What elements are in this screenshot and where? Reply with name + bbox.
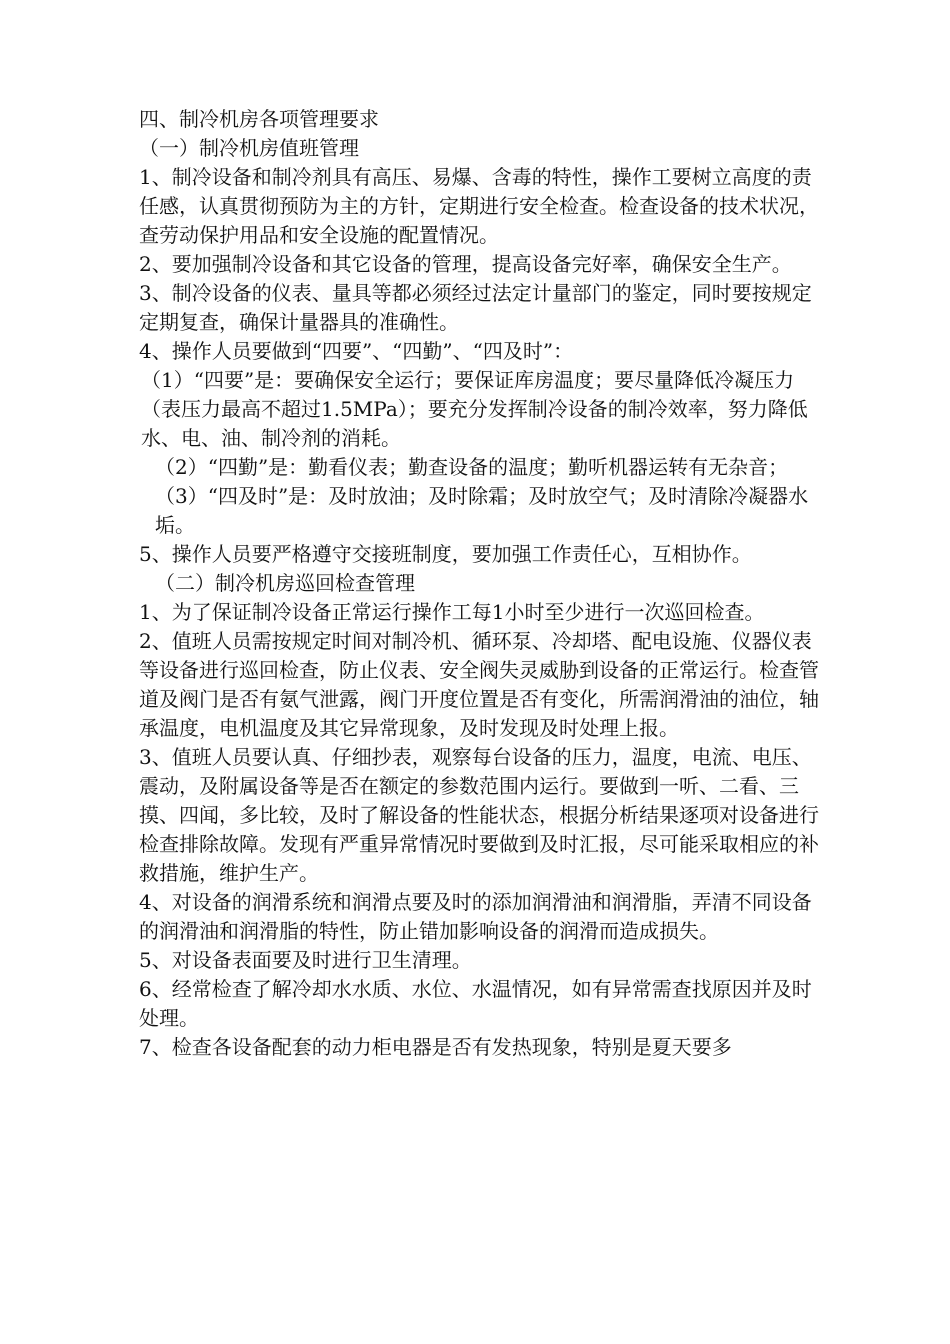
paragraph-inspection-1: 1、为了保证制冷设备正常运行操作工每1小时至少进行一次巡回检查。 xyxy=(139,600,765,624)
paragraph-duty-5: 5、操作人员要严格遵守交接班制度，要加强工作责任心，互相协作。 xyxy=(139,542,752,566)
paragraph-duty-4: 4、操作人员要做到“四要”、“四勤”、“四及时”： xyxy=(139,339,574,363)
paragraph-duty-3: 3、制冷设备的仪表、量具等都必须经过法定计量部门的鉴定，同时要按规定定期复查，确保计量器具的准确性。 xyxy=(139,281,812,334)
section-heading-inspection: （二）制冷机房巡回检查管理 xyxy=(155,571,415,595)
paragraph-inspection-3: 3、值班人员要认真、仔细抄表，观察每台设备的压力，温度，电流、电压、震动，及附属设备等是否在额定的参数范围内运行。要做到一听、二看、三摸、四闻，多比较，及时了解设备的性能状态，根据分析结果逐项对设备进行检查排除故障。发现有严重异常情况时要做到及时汇报，尽可能采取相应的补救措施，维护生产。 xyxy=(139,745,819,885)
paragraph-duty-4-3: （3）“四及时”是：及时放油；及时除霜；及时放空气；及时清除冷凝器水垢。 xyxy=(155,484,809,537)
paragraph-duty-2: 2、要加强制冷设备和其它设备的管理，提高设备完好率，确保安全生产。 xyxy=(139,252,792,276)
paragraph-inspection-7: 7、检查各设备配套的动力柜电器是否有发热现象，特别是夏天要多 xyxy=(139,1035,732,1059)
document-title: 四、制冷机房各项管理要求 xyxy=(139,107,379,131)
paragraph-inspection-2: 2、值班人员需按规定时间对制冷机、循环泵、冷却塔、配电设施、仪器仪表等设备进行巡回检查，防止仪表、安全阀失灵威胁到设备的正常运行。检查管道及阀门是否有氨气泄露，阀门开度位置是否有变化，所需润滑油的油位，轴承温度，电机温度及其它异常现象，及时发现及时处理上报。 xyxy=(139,629,819,740)
paragraph-duty-4-2: （2）“四勤”是：勤看仪表；勤查设备的温度；勤听机器运转有无杂音； xyxy=(155,455,789,479)
paragraph-inspection-4: 4、对设备的润滑系统和润滑点要及时的添加润滑油和润滑脂，弄清不同设备的润滑油和润滑脂的特性，防止错加影响设备的润滑而造成损失。 xyxy=(139,890,812,943)
document-body xyxy=(139,105,819,1062)
paragraph-duty-1: 1、制冷设备和制冷剂具有高压、易爆、含毒的特性，操作工要树立高度的责任感，认真贯彻预防为主的方针，定期进行安全检查。检查设备的技术状况，查劳动保护用品和安全设施的配置情况。 xyxy=(139,165,819,247)
section-heading-duty: （一）制冷机房值班管理 xyxy=(139,136,359,160)
paragraph-inspection-5: 5、对设备表面要及时进行卫生清理。 xyxy=(139,948,472,972)
paragraph-duty-4-1: （1）“四要”是：要确保安全运行；要保证库房温度；要尽量降低冷凝压力（表压力最高不超过1.5MPa）；要充分发挥制冷设备的制冷效率，努力降低水、电、油、制冷剂的消耗。 xyxy=(141,368,808,450)
paragraph-inspection-6: 6、经常检查了解冷却水水质、水位、水温情况，如有异常需查找原因并及时处理。 xyxy=(139,977,812,1030)
